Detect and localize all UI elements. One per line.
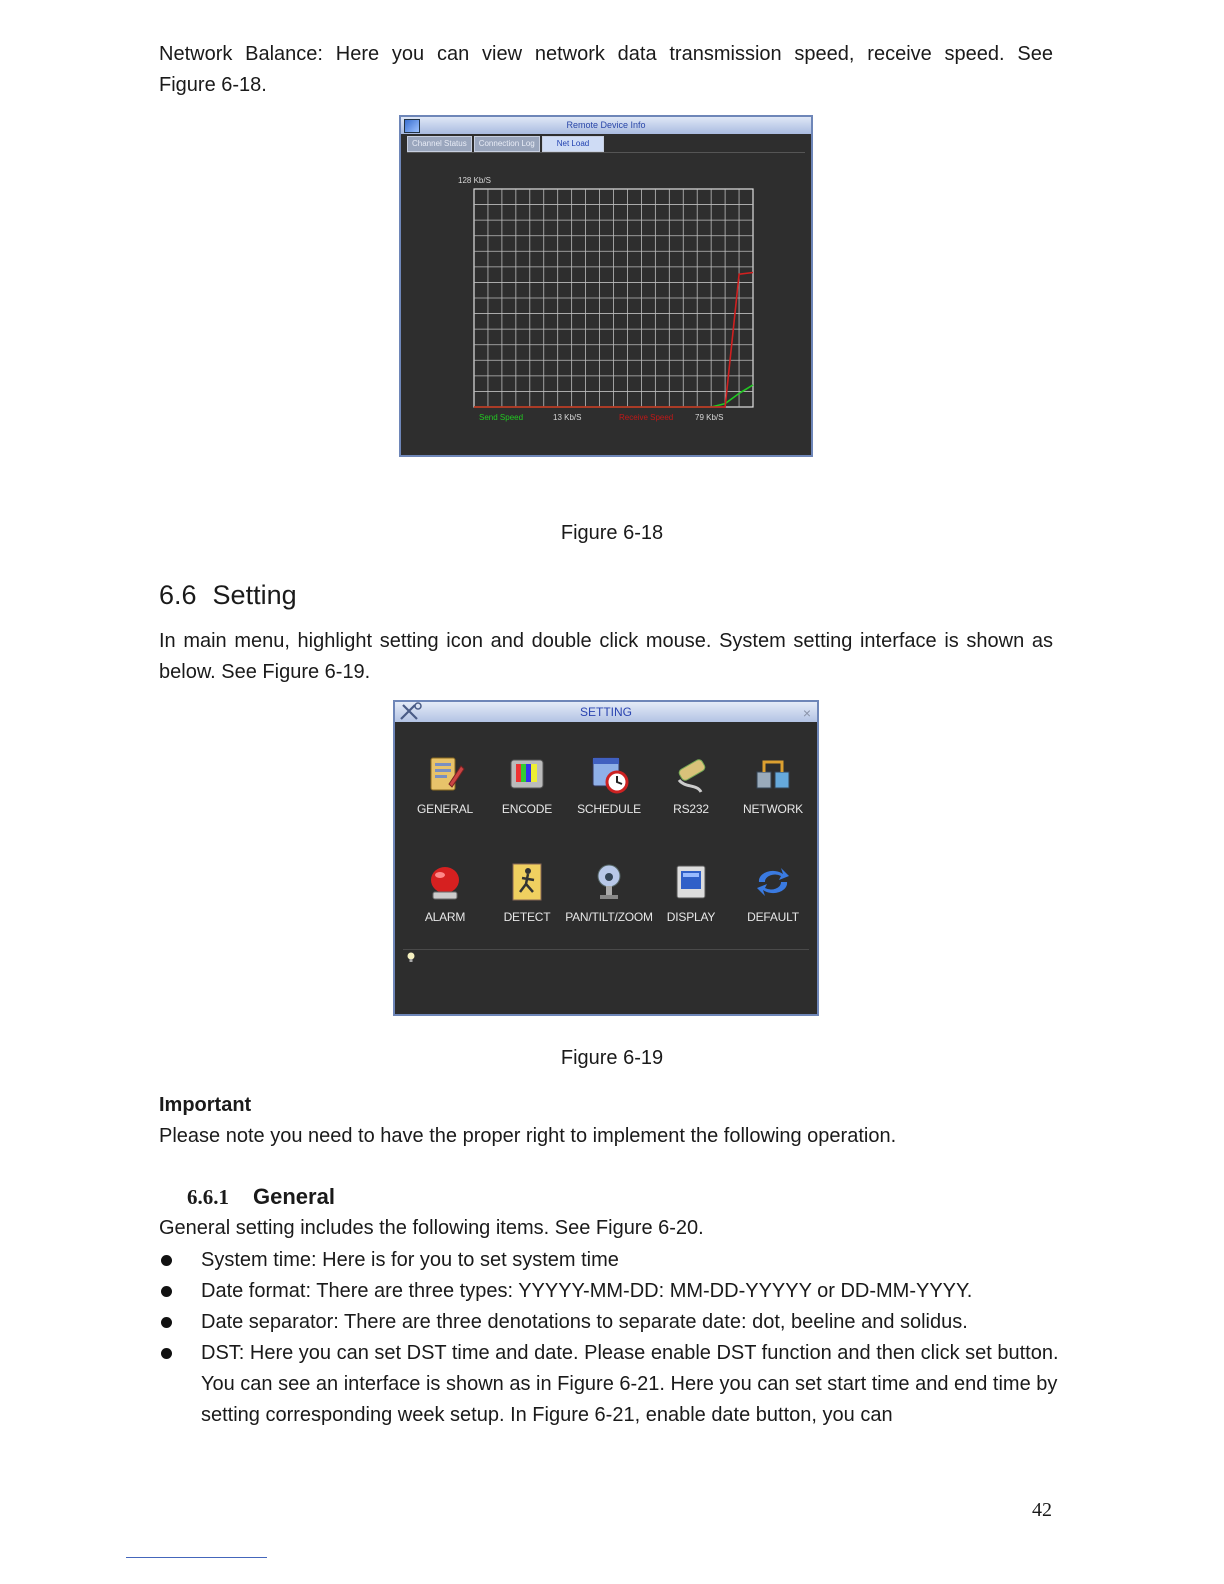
setting-footer-divider [403,949,809,950]
list-item [159,1276,1094,1307]
list-item-text: Date separator: There are three denotations to separate date: dot, beeline and solidus. [201,1311,968,1333]
bullet-icon [161,1348,172,1359]
menu-item-label: GENERAL [417,802,473,816]
general-settings-list [159,1245,1094,1431]
footnote-rule [126,1557,267,1558]
ptz-icon [589,862,629,902]
menu-item-default[interactable] [725,862,821,924]
net-load-chart [401,117,811,455]
figure-6-19-caption: Figure 6-19 [560,1047,664,1069]
tab-net-load[interactable]: Net Load [542,136,604,152]
bullet-icon [161,1286,172,1297]
important-text: Please note you need to have the proper right to implement the following operation. [159,1125,897,1147]
close-icon[interactable]: × [802,705,811,721]
list-item-text: Date format: There are three types: YYYYY-MM-DD: MM-DD-YYYYY or DD-MM-YYYY. [201,1280,973,1302]
list-item-text: System time: Here is for you to set system time [201,1249,619,1271]
menu-item-label: RS232 [673,802,709,816]
list-item [159,1338,1094,1431]
menu-item-label: PAN/TILT/ZOOM [565,910,653,924]
subsection-title: General [253,1184,335,1209]
menu-item-label: DETECT [503,910,551,924]
menu-item-label: SCHEDULE [577,802,641,816]
menu-item-label: DISPLAY [666,910,716,924]
bullet-icon [161,1255,172,1266]
default-icon [753,862,793,902]
network-icon [753,754,793,794]
subsection-number: 6.6.1 [187,1185,229,1209]
receive-speed-value: 79 Kb/S [695,413,724,422]
intro-line-1: Network Balance: Here you can view network data transmission speed, receive speed. See [159,43,1053,65]
receive-speed-label: Receive Speed [619,413,674,422]
section-6-6-1-heading [187,1184,335,1210]
page-number: 42 [1032,1499,1052,1521]
send-speed-label: Send Speed [479,413,524,422]
intro-line-2: Figure 6-18. [159,74,267,96]
menu-item-network[interactable] [725,754,821,816]
setting-title-bar [395,702,817,722]
list-item [159,1245,1094,1276]
tab-channel-status[interactable]: Channel Status [407,136,472,152]
section-6-6-1-intro: General setting includes the following items. See Figure 6-20. [159,1217,704,1239]
section-6-6-line-1: In main menu, highlight setting icon and double click mouse. System setting interface is shown as [159,630,1053,652]
tab-connection-log[interactable]: Connection Log [474,136,540,152]
important-heading: Important [159,1094,252,1116]
menu-item-label: DEFAULT [747,910,799,924]
send-speed-value: 13 Kb/S [553,413,582,422]
figure-6-18-caption: Figure 6-18 [560,522,664,544]
rs232-icon [671,754,711,794]
schedule-icon [589,754,629,794]
setting-title: SETTING [579,705,632,719]
list-item-text: DST: Here you can set DST time and date. Please enable DST function and then click set button. You can see an interface is shown as in Figure 6-21. Here you can set start time and end time by setting corresponding week setup. In Figure 6-21, enable date button, you can [201,1342,1059,1426]
section-number: 6.6 [159,580,197,610]
menu-item-label: ENCODE [501,802,553,816]
menu-item-label: NETWORK [743,802,803,816]
section-6-6-line-2: below. See Figure 6-19. [159,661,371,683]
bullet-icon [161,1317,172,1328]
window-title: Remote Device Info [566,120,646,130]
tip-bulb-icon [407,952,415,962]
chart-y-max-label: 128 Kb/S [458,176,491,185]
encode-icon [507,754,547,794]
display-icon [671,862,711,902]
chart-grid [474,189,753,407]
menu-item-label: ALARM [424,910,466,924]
tools-icon [398,702,424,728]
detect-icon [507,862,547,902]
section-6-6-heading [159,580,297,611]
alarm-icon [425,862,465,902]
list-item [159,1307,1094,1338]
section-title: Setting [212,580,297,610]
remote-device-info-window [399,115,813,457]
general-icon [425,754,465,794]
setting-window [393,700,819,1016]
